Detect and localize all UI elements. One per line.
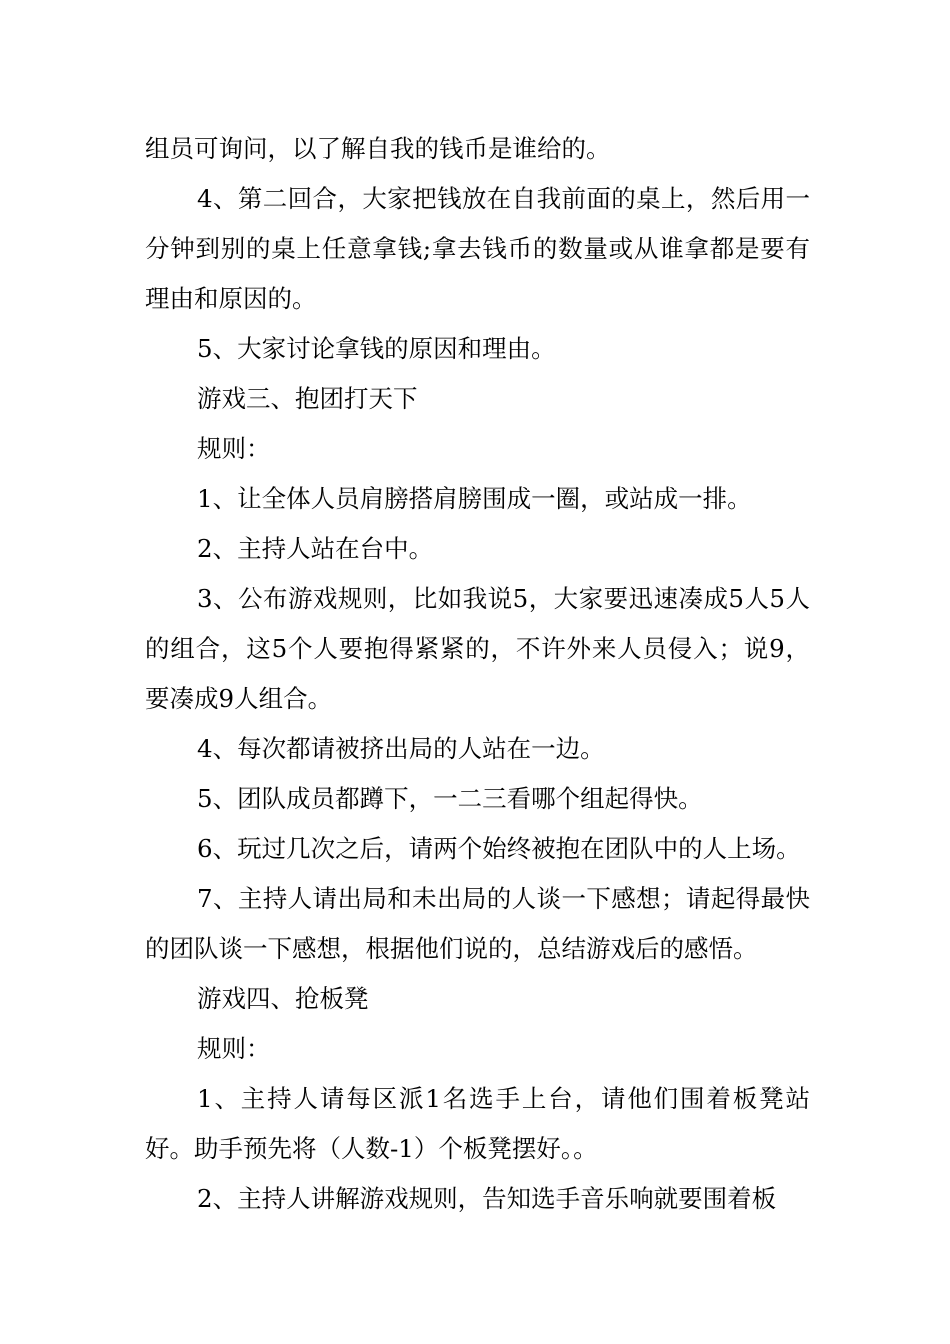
paragraph-2: 4、第二回合，大家把钱放在自我前面的桌上，然后用一分钟到别的桌上任意拿钱;拿去钱币的数量或从谁拿都是要有理由和原因的。 (145, 184, 810, 313)
paragraph-8: 3、公布游戏规则，比如我说5，大家要迅速凑成5人5人的组合，这5个人要抱得紧紧的，不许外来人员侵入；说9，要凑成9人组合。 (145, 584, 810, 713)
paragraph-15: 1、主持人请每区派1名选手上台，请他们围着板凳站好。助手预先将（人数-1）个板凳摆好。。 (145, 1084, 810, 1163)
paragraph-1: 组员可询问，以了解自我的钱币是谁给的。 (145, 134, 611, 163)
paragraph-11: 6、玩过几次之后，请两个始终被抱在团队中的人上场。 (197, 834, 801, 863)
section-heading-game-3: 游戏三、抱团打天下 (197, 384, 418, 413)
paragraph-7: 2、主持人站在台中。 (197, 534, 434, 563)
paragraph-16: 2、主持人讲解游戏规则，告知选手音乐响就要围着板 (197, 1184, 777, 1213)
paragraph-10: 5、团队成员都蹲下，一二三看哪个组起得快。 (197, 784, 703, 813)
paragraph-3: 5、大家讨论拿钱的原因和理由。 (197, 334, 556, 363)
section-heading-game-4: 游戏四、抢板凳 (197, 984, 369, 1013)
paragraph-6: 1、让全体人员肩膀搭肩膀围成一圈，或站成一排。 (197, 484, 752, 513)
document-body (145, 124, 810, 1224)
paragraph-12: 7、主持人请出局和未出局的人谈一下感想；请起得最快的团队谈一下感想，根据他们说的，总结游戏后的感悟。 (145, 884, 810, 963)
paragraph-9: 4、每次都请被挤出局的人站在一边。 (197, 734, 605, 763)
rules-label: 规则： (197, 434, 271, 463)
rules-label: 规则： (197, 1034, 271, 1063)
